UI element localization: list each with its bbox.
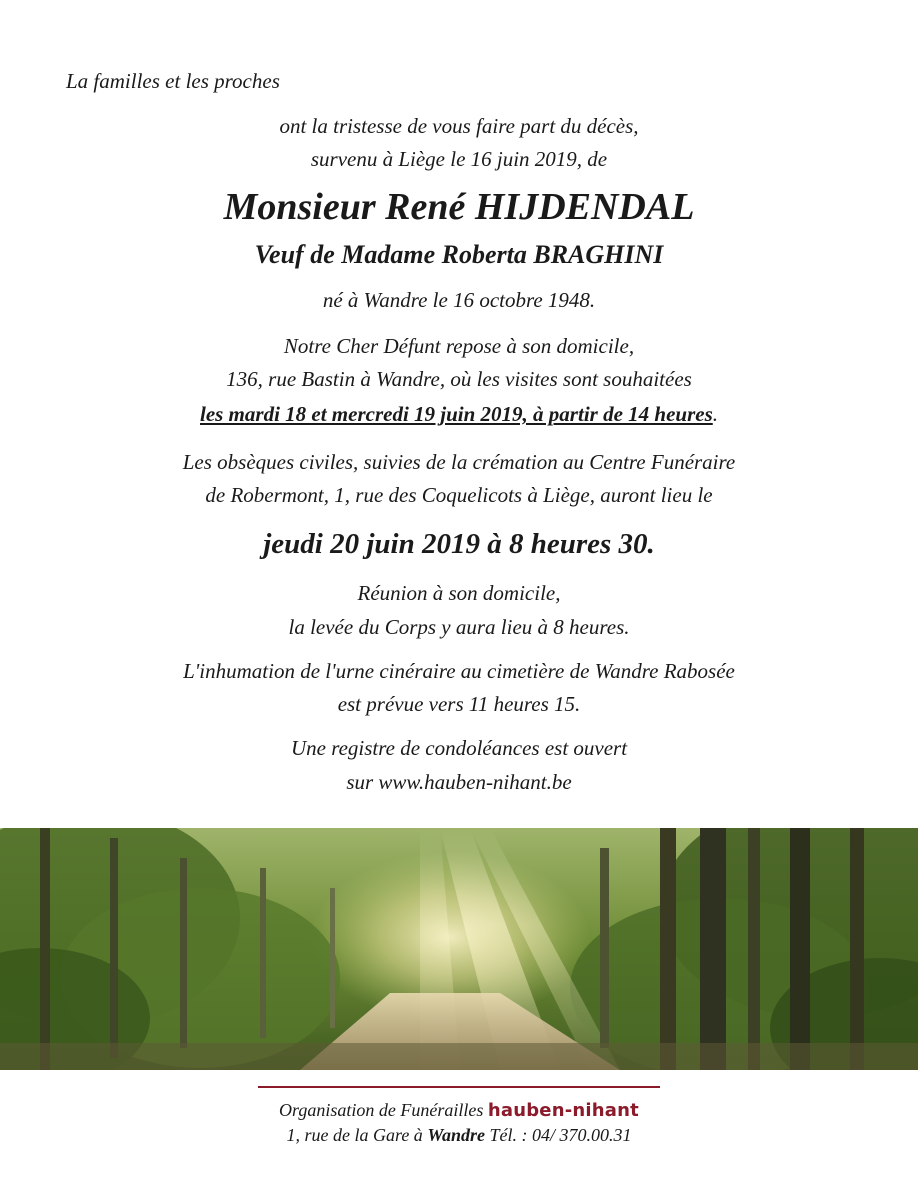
announcement-line-2: survenu à Liège le 16 juin 2019, de	[310, 147, 608, 171]
intro-text: La familles et les proches	[66, 69, 280, 93]
register-line-2: sur www.hauben-nihant.be	[346, 770, 572, 794]
forest-image	[0, 828, 918, 1070]
funeral-line-2: de Robermont, 1, rue des Coquelicots à Liège, auront lieu le	[205, 483, 713, 507]
organizer-prefix: Organisation de Funérailles	[279, 1100, 484, 1120]
meeting-line-2: la levée du Corps y aura lieu à 8 heures.	[288, 615, 630, 639]
rest-line-1: Notre Cher Défunt repose à son domicile,	[283, 334, 635, 358]
announcement-line-1: ont la tristesse de vous faire part du décès,	[279, 114, 639, 138]
meeting-line-1: Réunion à son domicile,	[357, 581, 561, 605]
footer-divider	[258, 1086, 660, 1088]
urn-line-2: est prévue vers 11 heures 15.	[337, 692, 581, 716]
deceased-name: Monsieur René HIJDENDAL	[223, 186, 695, 228]
address-prefix: 1, rue de la Gare à	[286, 1125, 423, 1145]
forest-illustration	[0, 828, 918, 1070]
address-line	[0, 1124, 918, 1146]
spouse-line: Veuf de Madame Roberta BRAGHINI	[254, 240, 664, 269]
register-line-1: Une registre de condoléances est ouvert	[290, 736, 628, 760]
birth-line: né à Wandre le 16 octobre 1948.	[322, 288, 596, 312]
organizer-line	[0, 1099, 918, 1122]
visits-line	[0, 401, 918, 427]
rest-line-2: 136, rue Bastin à Wandre, où les visites sont souhaitées	[226, 367, 692, 391]
urn-line-1: L'inhumation de l'urne cinéraire au cimetière de Wandre Rabosée	[183, 659, 735, 683]
funeral-line-1: Les obsèques civiles, suivies de la crémation au Centre Funéraire	[182, 450, 736, 474]
visits-schedule: les mardi 18 et mercredi 19 juin 2019, à partir de 14 heures	[199, 402, 713, 426]
funeral-home-logo: hauben-nihant	[487, 1100, 639, 1121]
address-town: Wandre	[427, 1125, 485, 1145]
visits-period: .	[712, 402, 718, 426]
phone-number: Tél. : 04/ 370.00.31	[489, 1125, 632, 1145]
funeral-date: jeudi 20 juin 2019 à 8 heures 30.	[263, 528, 655, 560]
